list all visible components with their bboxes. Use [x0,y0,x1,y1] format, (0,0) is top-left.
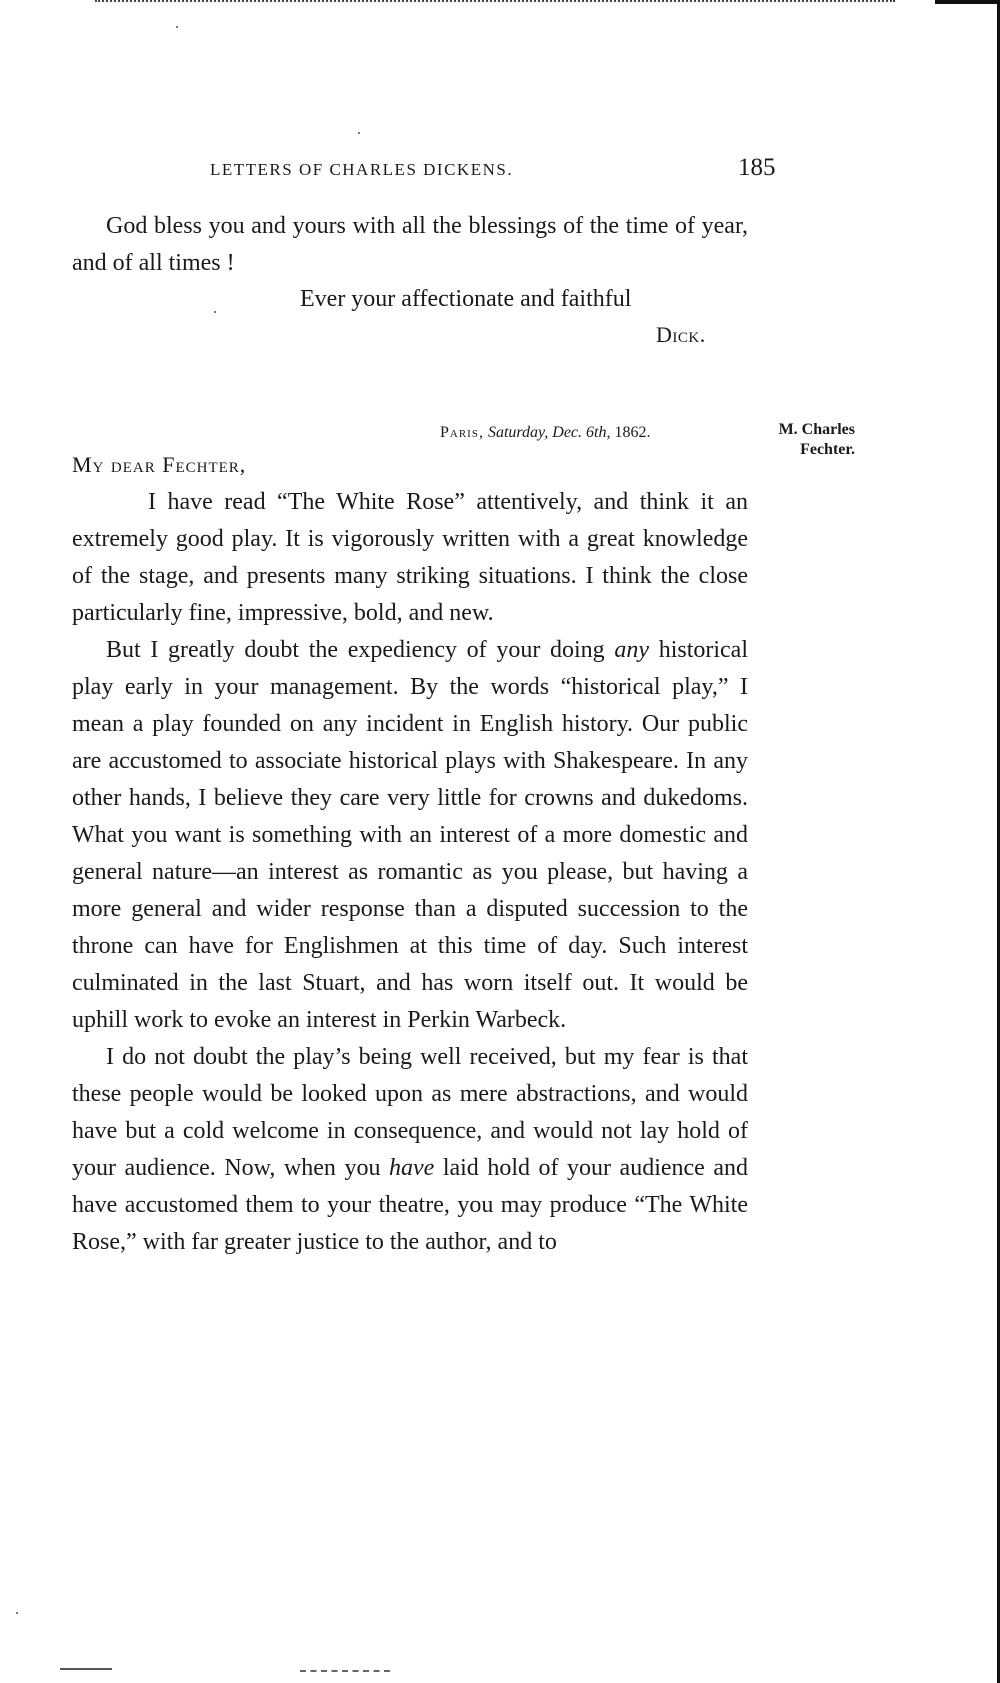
paragraph-3 [72,1039,748,1261]
running-head: LETTERS OF CHARLES DICKENS. [210,160,514,179]
paragraph-3-emphasis: have [388,1155,435,1181]
previous-letter-closing [72,208,748,282]
paragraph-2-part-2: historical play early in your management. By the words “historical play,” I mean a play founded on any incident in English history. Our public are accustomed to associate historical plays with Shakespeare. In any other hands, I believe they care very little for crowns and dukedoms. What you want is something with an interest of a more domestic and general nature—an interest as romantic as you please, but having a more general and wider response than a disputed succession to the throne can have for Englishmen at this time of day. Such interest culminated in the last Stuart, and has worn itself out. It would be uphill work to evoke an interest in Perkin Warbeck. [72,637,749,1033]
salutation: My dear Fechter, [72,452,247,477]
paragraph-1: I have read “The White Rose” attentively, and think it an extremely good play. It is vigorously written with a great knowledge of the stage, and presents many striking situations. I think the close particularly fine, impressive, bold, and new. [72,489,748,626]
scan-speck [176,26,178,28]
valediction: Ever your affectionate and faithful [300,286,632,312]
scan-edge-mark-top [95,0,895,6]
letter-body [72,484,748,1261]
paragraph-3-part-2: laid hold of your audience and have accustomed them to your theatre, you may produce “The White Rose,” with far greater justice to the author, and to [72,1155,749,1255]
dateline [440,424,650,442]
signature: Dick. [656,322,706,347]
scan-edge-mark-bottom-middle [300,1670,390,1675]
paragraph-2-part-1: But I greatly doubt the expediency of your doing [106,637,615,663]
dateline-year: 1862. [614,424,651,441]
dateline-day: Saturday, Dec. 6th, [487,424,611,441]
scan-speck [16,1612,18,1614]
page-edge-corner [935,0,1000,4]
paragraph-3-part-1: I do not doubt the play’s being well received, but my fear is that these people would be looked upon as mere abstractions, and would have but a cold welcome in consequence, and would not lay hold of your audience. Now, when you [72,1044,748,1181]
closing-paragraph: God bless you and yours with all the blessings of the time of year, and of all times ! [72,213,748,276]
page-number: 185 [738,154,776,181]
scan-edge-mark-bottom-left [60,1668,112,1673]
recipient-margin-note [760,420,855,460]
margin-note-line2: Fechter. [800,441,855,458]
margin-note-line1: M. Charles [778,421,855,438]
paragraph-2 [72,632,748,1039]
scan-speck [358,132,360,134]
scan-speck [214,311,216,313]
paragraph-2-emphasis: any [614,637,650,663]
dateline-place: Paris, [440,424,484,441]
